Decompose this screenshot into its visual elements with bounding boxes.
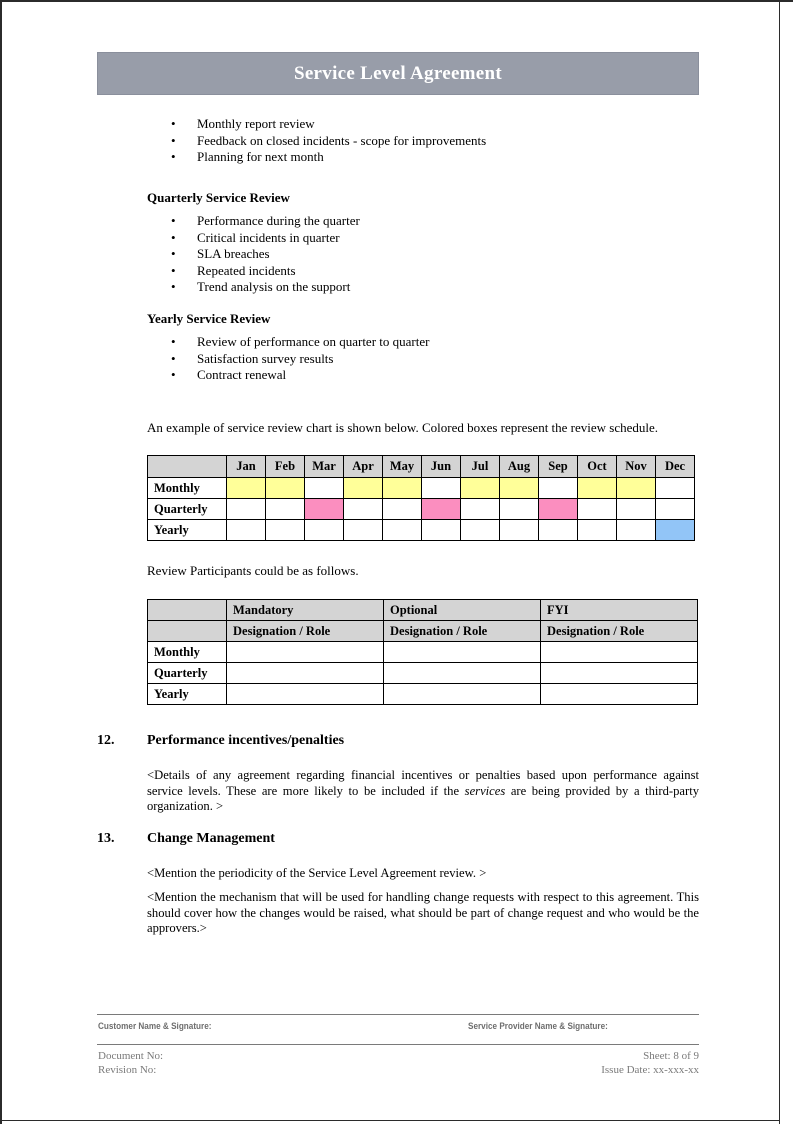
section-12-number: 12.	[97, 733, 115, 748]
bullet-icon: •	[171, 132, 176, 148]
schedule-row-label: Monthly	[148, 478, 227, 499]
customer-signature-label: Customer Name & Signature:	[98, 1021, 212, 1032]
revision-no-label: Revision No:	[98, 1064, 157, 1076]
participants-input-cell[interactable]	[227, 663, 384, 684]
schedule-cell	[305, 499, 344, 520]
list-item	[147, 133, 486, 150]
schedule-table-head	[148, 456, 695, 478]
participants-input-cell[interactable]	[384, 684, 541, 705]
bullet-icon: •	[171, 149, 176, 164]
list-item	[147, 351, 429, 368]
schedule-month-header: Jul	[461, 456, 500, 478]
participants-corner-cell	[148, 621, 227, 642]
participants-intro-paragraph: Review Participants could be as follows.	[147, 563, 359, 578]
schedule-cell	[539, 520, 578, 541]
schedule-cell	[344, 520, 383, 541]
schedule-cell	[227, 499, 266, 520]
list-item-label: Satisfaction survey results	[197, 350, 334, 366]
bullet-icon: •	[171, 350, 176, 366]
table-row	[148, 642, 698, 663]
list-item	[147, 334, 429, 351]
participants-row-label: Monthly	[148, 642, 227, 663]
yearly-review-bullet-list	[147, 334, 429, 384]
footer-divider-bottom	[97, 1044, 699, 1045]
participants-column-header: Designation / Role	[227, 621, 384, 642]
section-12-title: Performance incentives/penalties	[147, 733, 345, 748]
participants-column-header: Optional	[384, 600, 541, 621]
table-row	[148, 520, 695, 541]
document-title-banner	[97, 52, 699, 95]
schedule-cell	[578, 499, 617, 520]
participants-row-label: Quarterly	[148, 663, 227, 684]
schedule-cell	[227, 478, 266, 499]
schedule-month-header: Sep	[539, 456, 578, 478]
participants-input-cell[interactable]	[541, 684, 698, 705]
schedule-cell	[344, 499, 383, 520]
page-content	[2, 2, 779, 1124]
participants-input-cell[interactable]	[227, 642, 384, 663]
schedule-corner-cell	[148, 456, 227, 478]
list-item-label: Feedback on closed incidents - scope for improvements	[197, 132, 487, 148]
schedule-cell	[617, 499, 656, 520]
participants-column-header: Mandatory	[227, 600, 384, 621]
schedule-cell	[305, 478, 344, 499]
page-border-right	[779, 2, 780, 1124]
schedule-cell	[422, 520, 461, 541]
schedule-cell	[617, 520, 656, 541]
provider-signature-label: Service Provider Name & Signature:	[468, 1021, 608, 1032]
list-item	[147, 279, 360, 296]
section-13-title: Change Management	[147, 831, 275, 846]
list-item-label: Planning for next month	[197, 149, 324, 164]
list-item	[147, 230, 360, 247]
table-row	[148, 499, 695, 520]
schedule-cell	[266, 478, 305, 499]
yearly-review-heading: Yearly Service Review	[147, 311, 271, 326]
bullet-icon: •	[171, 116, 176, 131]
quarterly-review-heading: Quarterly Service Review	[147, 190, 290, 205]
participants-input-cell[interactable]	[227, 684, 384, 705]
sheet-number-label: Sheet: 8 of 9	[643, 1050, 699, 1062]
list-item-label: Monthly report review	[197, 116, 315, 131]
schedule-month-header: Feb	[266, 456, 305, 478]
schedule-month-header: Aug	[500, 456, 539, 478]
schedule-cell	[539, 478, 578, 499]
bullet-icon: •	[171, 262, 176, 278]
section-13-paragraph-2: <Mention the mechanism that will be used for handling change requests with respect to this agreement. This should cover how the changes would be raised, what should be part of change request and who would be the approvers.>	[147, 890, 699, 935]
schedule-month-header: Mar	[305, 456, 344, 478]
bullet-icon: •	[171, 334, 176, 349]
chart-intro-paragraph: An example of service review chart is shown below. Colored boxes represent the review schedule.	[147, 420, 659, 435]
schedule-month-header: Dec	[656, 456, 695, 478]
table-header-row	[148, 621, 698, 642]
list-item	[147, 116, 486, 133]
schedule-cell	[539, 499, 578, 520]
participants-column-header: FYI	[541, 600, 698, 621]
schedule-cell	[461, 520, 500, 541]
schedule-cell	[461, 478, 500, 499]
schedule-cell	[422, 499, 461, 520]
schedule-cell	[344, 478, 383, 499]
schedule-cell	[305, 520, 344, 541]
schedule-cell	[656, 478, 695, 499]
list-item	[147, 149, 486, 166]
schedule-month-header: Oct	[578, 456, 617, 478]
bullet-icon: •	[171, 229, 176, 245]
schedule-cell	[383, 520, 422, 541]
bullet-icon: •	[171, 246, 176, 261]
participants-corner-cell	[148, 600, 227, 621]
table-row	[148, 663, 698, 684]
schedule-cell	[461, 499, 500, 520]
schedule-table-body	[148, 478, 695, 541]
section-12-body-text-end: are being provided by a third-party organization. >	[147, 783, 699, 813]
list-item-label: Critical incidents in quarter	[197, 229, 340, 245]
schedule-cell	[617, 478, 656, 499]
bullet-icon: •	[171, 367, 176, 382]
page-title: Service Level Agreement	[293, 62, 503, 84]
quarterly-review-bullet-list	[147, 213, 360, 296]
list-item-label: Contract renewal	[197, 367, 287, 382]
table-row	[148, 684, 698, 705]
schedule-cell	[656, 520, 695, 541]
section-13-number: 13.	[97, 831, 115, 846]
monthly-review-bullet-list	[147, 116, 486, 166]
schedule-cell	[383, 478, 422, 499]
schedule-row-label: Quarterly	[148, 499, 227, 520]
list-item-label: Review of performance on quarter to quarter	[197, 334, 430, 349]
service-review-schedule-table	[147, 455, 695, 541]
list-item-label: SLA breaches	[197, 246, 270, 261]
list-item-label: Trend analysis on the support	[197, 279, 351, 294]
issue-date-label: Issue Date: xx-xxx-xx	[601, 1064, 699, 1076]
schedule-cell	[500, 520, 539, 541]
document-no-label: Document No:	[98, 1050, 164, 1062]
footer-divider-top	[97, 1014, 699, 1015]
section-13-paragraph-1: <Mention the periodicity of the Service Level Agreement review. >	[147, 866, 487, 880]
list-item	[147, 246, 360, 263]
participants-input-cell[interactable]	[541, 642, 698, 663]
schedule-cell	[422, 478, 461, 499]
schedule-month-header: Jun	[422, 456, 461, 478]
schedule-cell	[578, 520, 617, 541]
participants-column-header: Designation / Role	[384, 621, 541, 642]
schedule-row-label: Yearly	[148, 520, 227, 541]
schedule-cell	[227, 520, 266, 541]
list-item	[147, 213, 360, 230]
list-item-label: Repeated incidents	[197, 262, 296, 278]
participants-table-body	[148, 600, 698, 705]
list-item	[147, 263, 360, 280]
participants-input-cell[interactable]	[384, 663, 541, 684]
schedule-month-header: Apr	[344, 456, 383, 478]
bullet-icon: •	[171, 279, 176, 294]
participants-input-cell[interactable]	[541, 663, 698, 684]
schedule-cell	[266, 499, 305, 520]
bullet-icon: •	[171, 213, 176, 228]
schedule-month-header: Nov	[617, 456, 656, 478]
schedule-cell	[383, 499, 422, 520]
schedule-cell	[656, 499, 695, 520]
section-12-body	[147, 768, 699, 815]
participants-row-label: Yearly	[148, 684, 227, 705]
schedule-cell	[500, 478, 539, 499]
participants-input-cell[interactable]	[384, 642, 541, 663]
schedule-month-header: May	[383, 456, 422, 478]
schedule-cell	[578, 478, 617, 499]
review-participants-table	[147, 599, 698, 705]
schedule-cell	[500, 499, 539, 520]
section-12-emphasis-services: services	[464, 783, 506, 798]
table-row	[148, 478, 695, 499]
schedule-cell	[266, 520, 305, 541]
list-item	[147, 367, 429, 384]
schedule-month-header: Jan	[227, 456, 266, 478]
list-item-label: Performance during the quarter	[197, 213, 360, 228]
table-header-row	[148, 456, 695, 478]
section-12-body-text-start: <Details of any agreement regarding financial incentives or penalties based upon performance against service levels. These are more likely to be included if the	[147, 768, 699, 798]
table-header-row	[148, 600, 698, 621]
participants-column-header: Designation / Role	[541, 621, 698, 642]
